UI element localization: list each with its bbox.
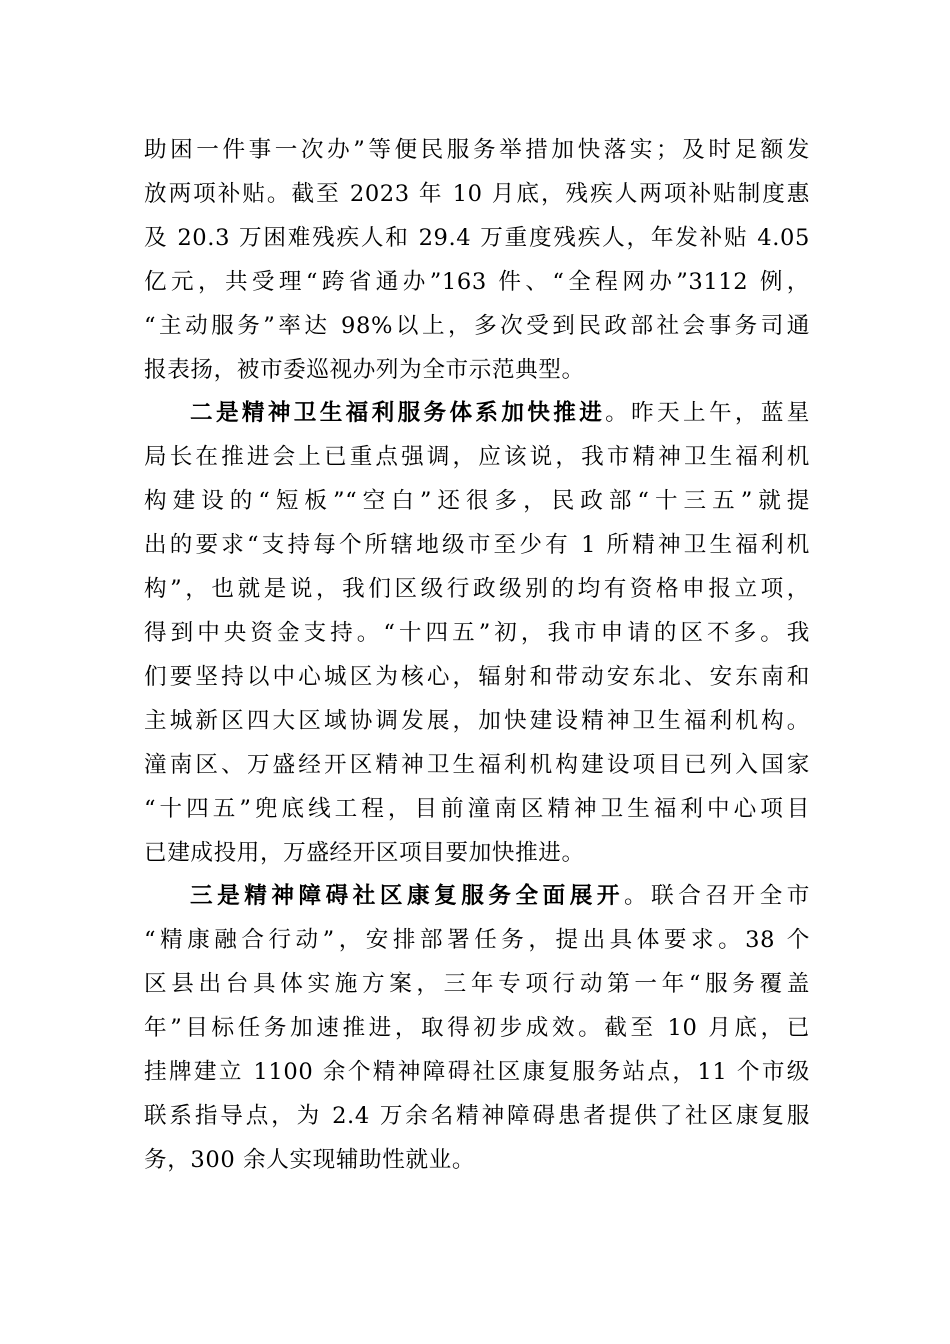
text-line: “十四五”兜底线工程，目前潼南区精神卫生福利中心项目	[144, 795, 810, 822]
text-line: 亿元，共受理“跨省通办”163 件、“全程网办”3112 例，	[144, 268, 810, 295]
heading-continuation: 。联合召开全市	[624, 883, 810, 910]
text-line: 局长在推进会上已重点强调，应该说，我市精神卫生福利机	[144, 444, 810, 471]
text-line: 务，300 余人实现辅助性就业。	[144, 1146, 476, 1173]
heading-continuation: 。昨天上午，蓝星	[605, 400, 810, 427]
text-line: “精康融合行动”，安排部署任务，提出具体要求。38 个	[144, 927, 810, 954]
text-line: 助困一件事一次办”等便民服务举措加快落实；及时足额发	[144, 137, 810, 163]
text-line: 联系指导点，为 2.4 万余名精神障碍患者提供了社区康复服	[144, 1102, 810, 1129]
paragraph-mental-health-welfare	[144, 392, 810, 875]
paragraph-first-line	[144, 392, 810, 436]
paragraph-first-line	[144, 875, 810, 919]
text-line: 构”，也就是说，我们区级行政级别的均有资格申报立项，	[144, 576, 810, 603]
text-line: 报表扬，被市委巡视办列为全市示范典型。	[144, 356, 585, 383]
text-line: 及 20.3 万困难残疾人和 29.4 万重度残疾人，年发补贴 4.05	[144, 224, 810, 251]
text-line: 们要坚持以中心城区为核心，辐射和带动安东北、安东南和	[144, 663, 810, 690]
text-line: 挂牌建立 1100 余个精神障碍社区康复服务站点，11 个市级	[144, 1059, 810, 1086]
paragraph-heading: 二是精神卫生福利服务体系加快推进	[190, 400, 606, 427]
paragraph-community-rehabilitation	[144, 875, 810, 1182]
text-line: “主动服务”率达 98%以上，多次受到民政部社会事务司通	[144, 312, 810, 339]
text-line: 年”目标任务加速推进，取得初步成效。截至 10 月底，已	[144, 1015, 810, 1042]
paragraph-subsidy	[144, 129, 810, 392]
text-line: 主城新区四大区域协调发展，加快建设精神卫生福利机构。	[144, 707, 810, 734]
text-line: 构建设的“短板”“空白”还很多，民政部“十三五”就提	[144, 488, 810, 515]
text-line: 已建成投用，万盛经开区项目要加快推进。	[144, 839, 585, 866]
text-line: 放两项补贴。截至 2023 年 10 月底，残疾人两项补贴制度惠	[144, 180, 810, 207]
text-line: 潼南区、万盛经开区精神卫生福利机构建设项目已列入国家	[144, 751, 810, 778]
text-line: 出的要求“支持每个所辖地级市至少有 1 所精神卫生福利机	[144, 532, 810, 559]
text-line: 区县出台具体实施方案，三年专项行动第一年“服务覆盖	[144, 971, 810, 998]
text-line: 得到中央资金支持。“十四五”初，我市申请的区不多。我	[144, 619, 810, 646]
paragraph-heading: 三是精神障碍社区康复服务全面展开	[190, 883, 625, 910]
document-body	[144, 129, 810, 1183]
